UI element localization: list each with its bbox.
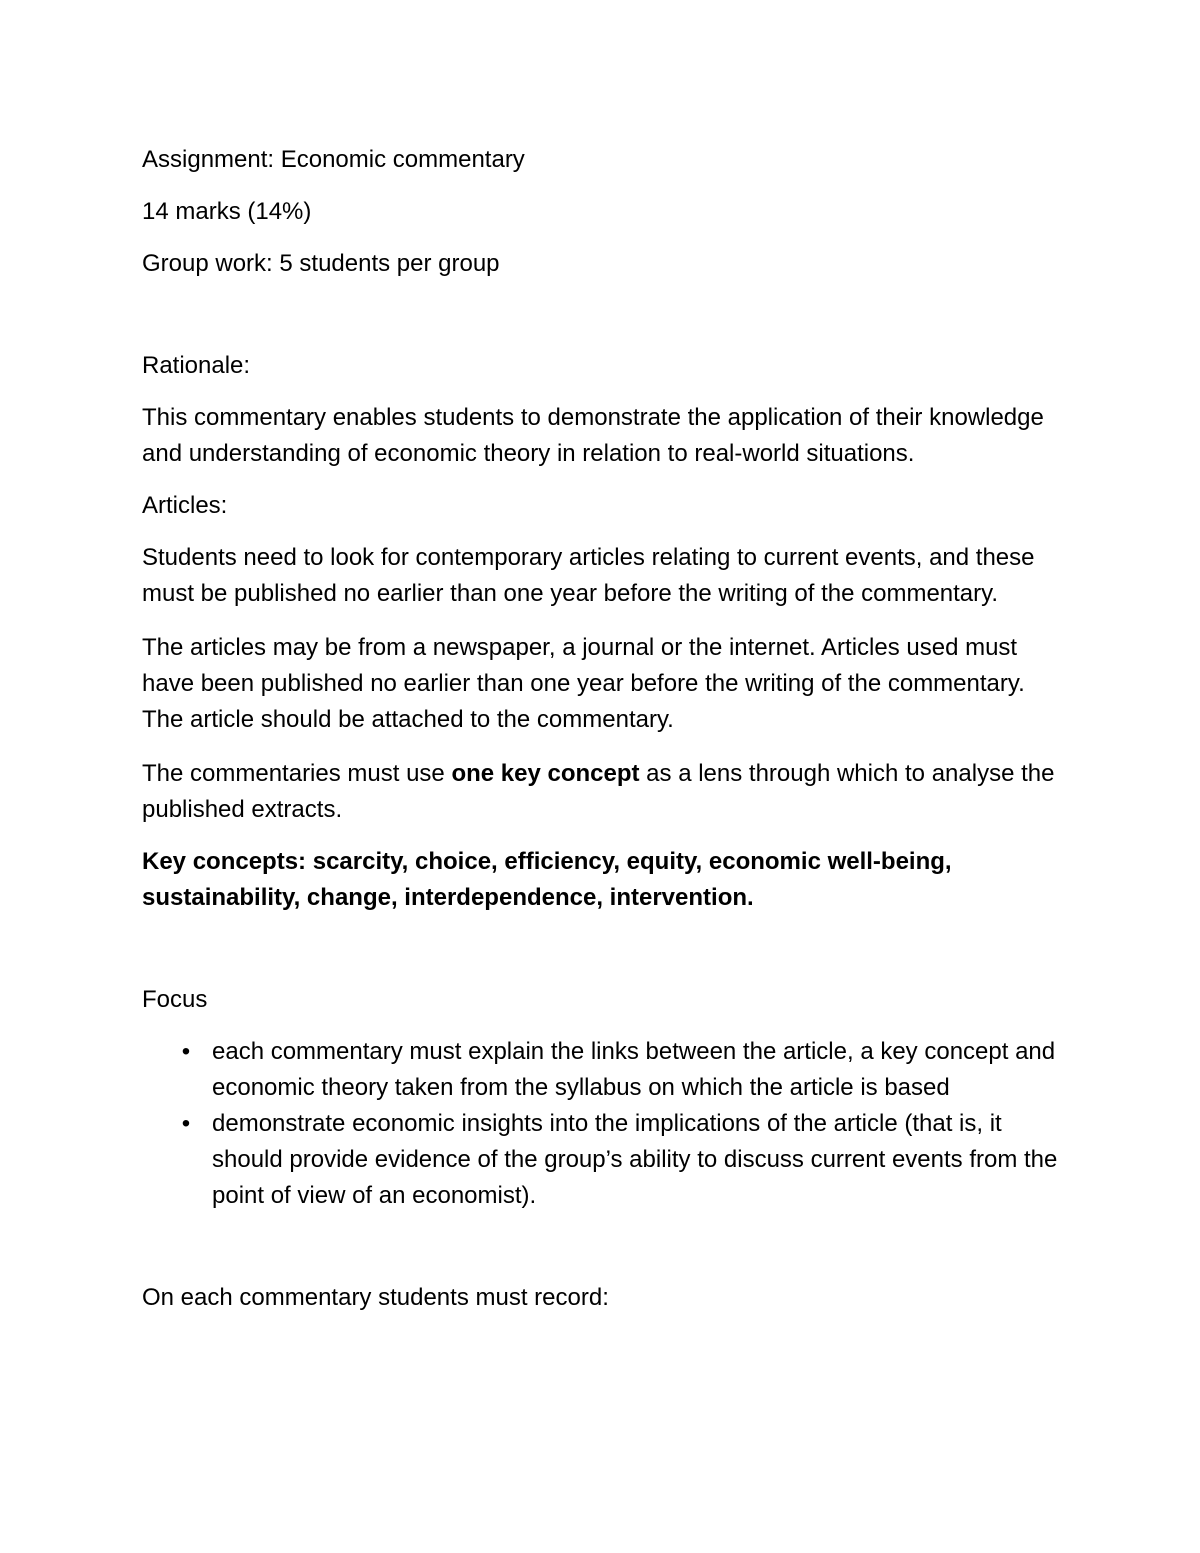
document-body bbox=[142, 142, 1072, 1316]
articles-heading: Articles: bbox=[142, 492, 228, 519]
focus-item-text: demonstrate economic insights into the implications of the article (that is, it should provide evidence of the group’s ability to discuss current events from the point of view of an economist). bbox=[212, 1110, 1058, 1209]
para3-bold-phrase: one key concept bbox=[451, 760, 640, 787]
bullet-icon: • bbox=[181, 1038, 191, 1065]
focus-item-text: each commentary must explain the links between the article, a key concept and economic theory taken from the syllabus on which the article is based bbox=[212, 1038, 1056, 1101]
articles-paragraph-2: The articles may be from a newspaper, a journal or the internet. Articles used must have been published no earlier than one year before the writing of the commentary. The article should be attached to the commentary. bbox=[142, 634, 1025, 733]
articles-paragraph-3 bbox=[142, 756, 1072, 828]
para3-text-after: as a lens through which to analyse the published extracts. bbox=[142, 760, 1055, 823]
focus-list-item bbox=[142, 1106, 1072, 1214]
rationale-heading: Rationale: bbox=[142, 352, 251, 379]
focus-list-item bbox=[142, 1034, 1072, 1106]
assignment-title: Assignment: Economic commentary bbox=[142, 146, 525, 173]
bullet-icon: • bbox=[181, 1110, 191, 1137]
group-work-line: Group work: 5 students per group bbox=[142, 250, 500, 277]
focus-heading: Focus bbox=[142, 986, 208, 1013]
articles-paragraph-1: Students need to look for contemporary articles relating to current events, and these must be published no earlier than one year before the writing of the commentary. bbox=[142, 544, 1035, 607]
para3-text-before: The commentaries must use bbox=[142, 760, 452, 787]
focus-bullet-list bbox=[142, 1034, 1072, 1214]
key-concepts-list: Key concepts: scarcity, choice, efficiency, equity, economic well-being, sustainability, change, interdependence, intervention. bbox=[142, 848, 952, 911]
marks-line: 14 marks (14%) bbox=[142, 198, 312, 225]
rationale-text: This commentary enables students to demonstrate the application of their knowledge and understanding of economic theory in relation to real-world situations. bbox=[142, 404, 1044, 467]
record-heading: On each commentary students must record: bbox=[142, 1284, 609, 1311]
